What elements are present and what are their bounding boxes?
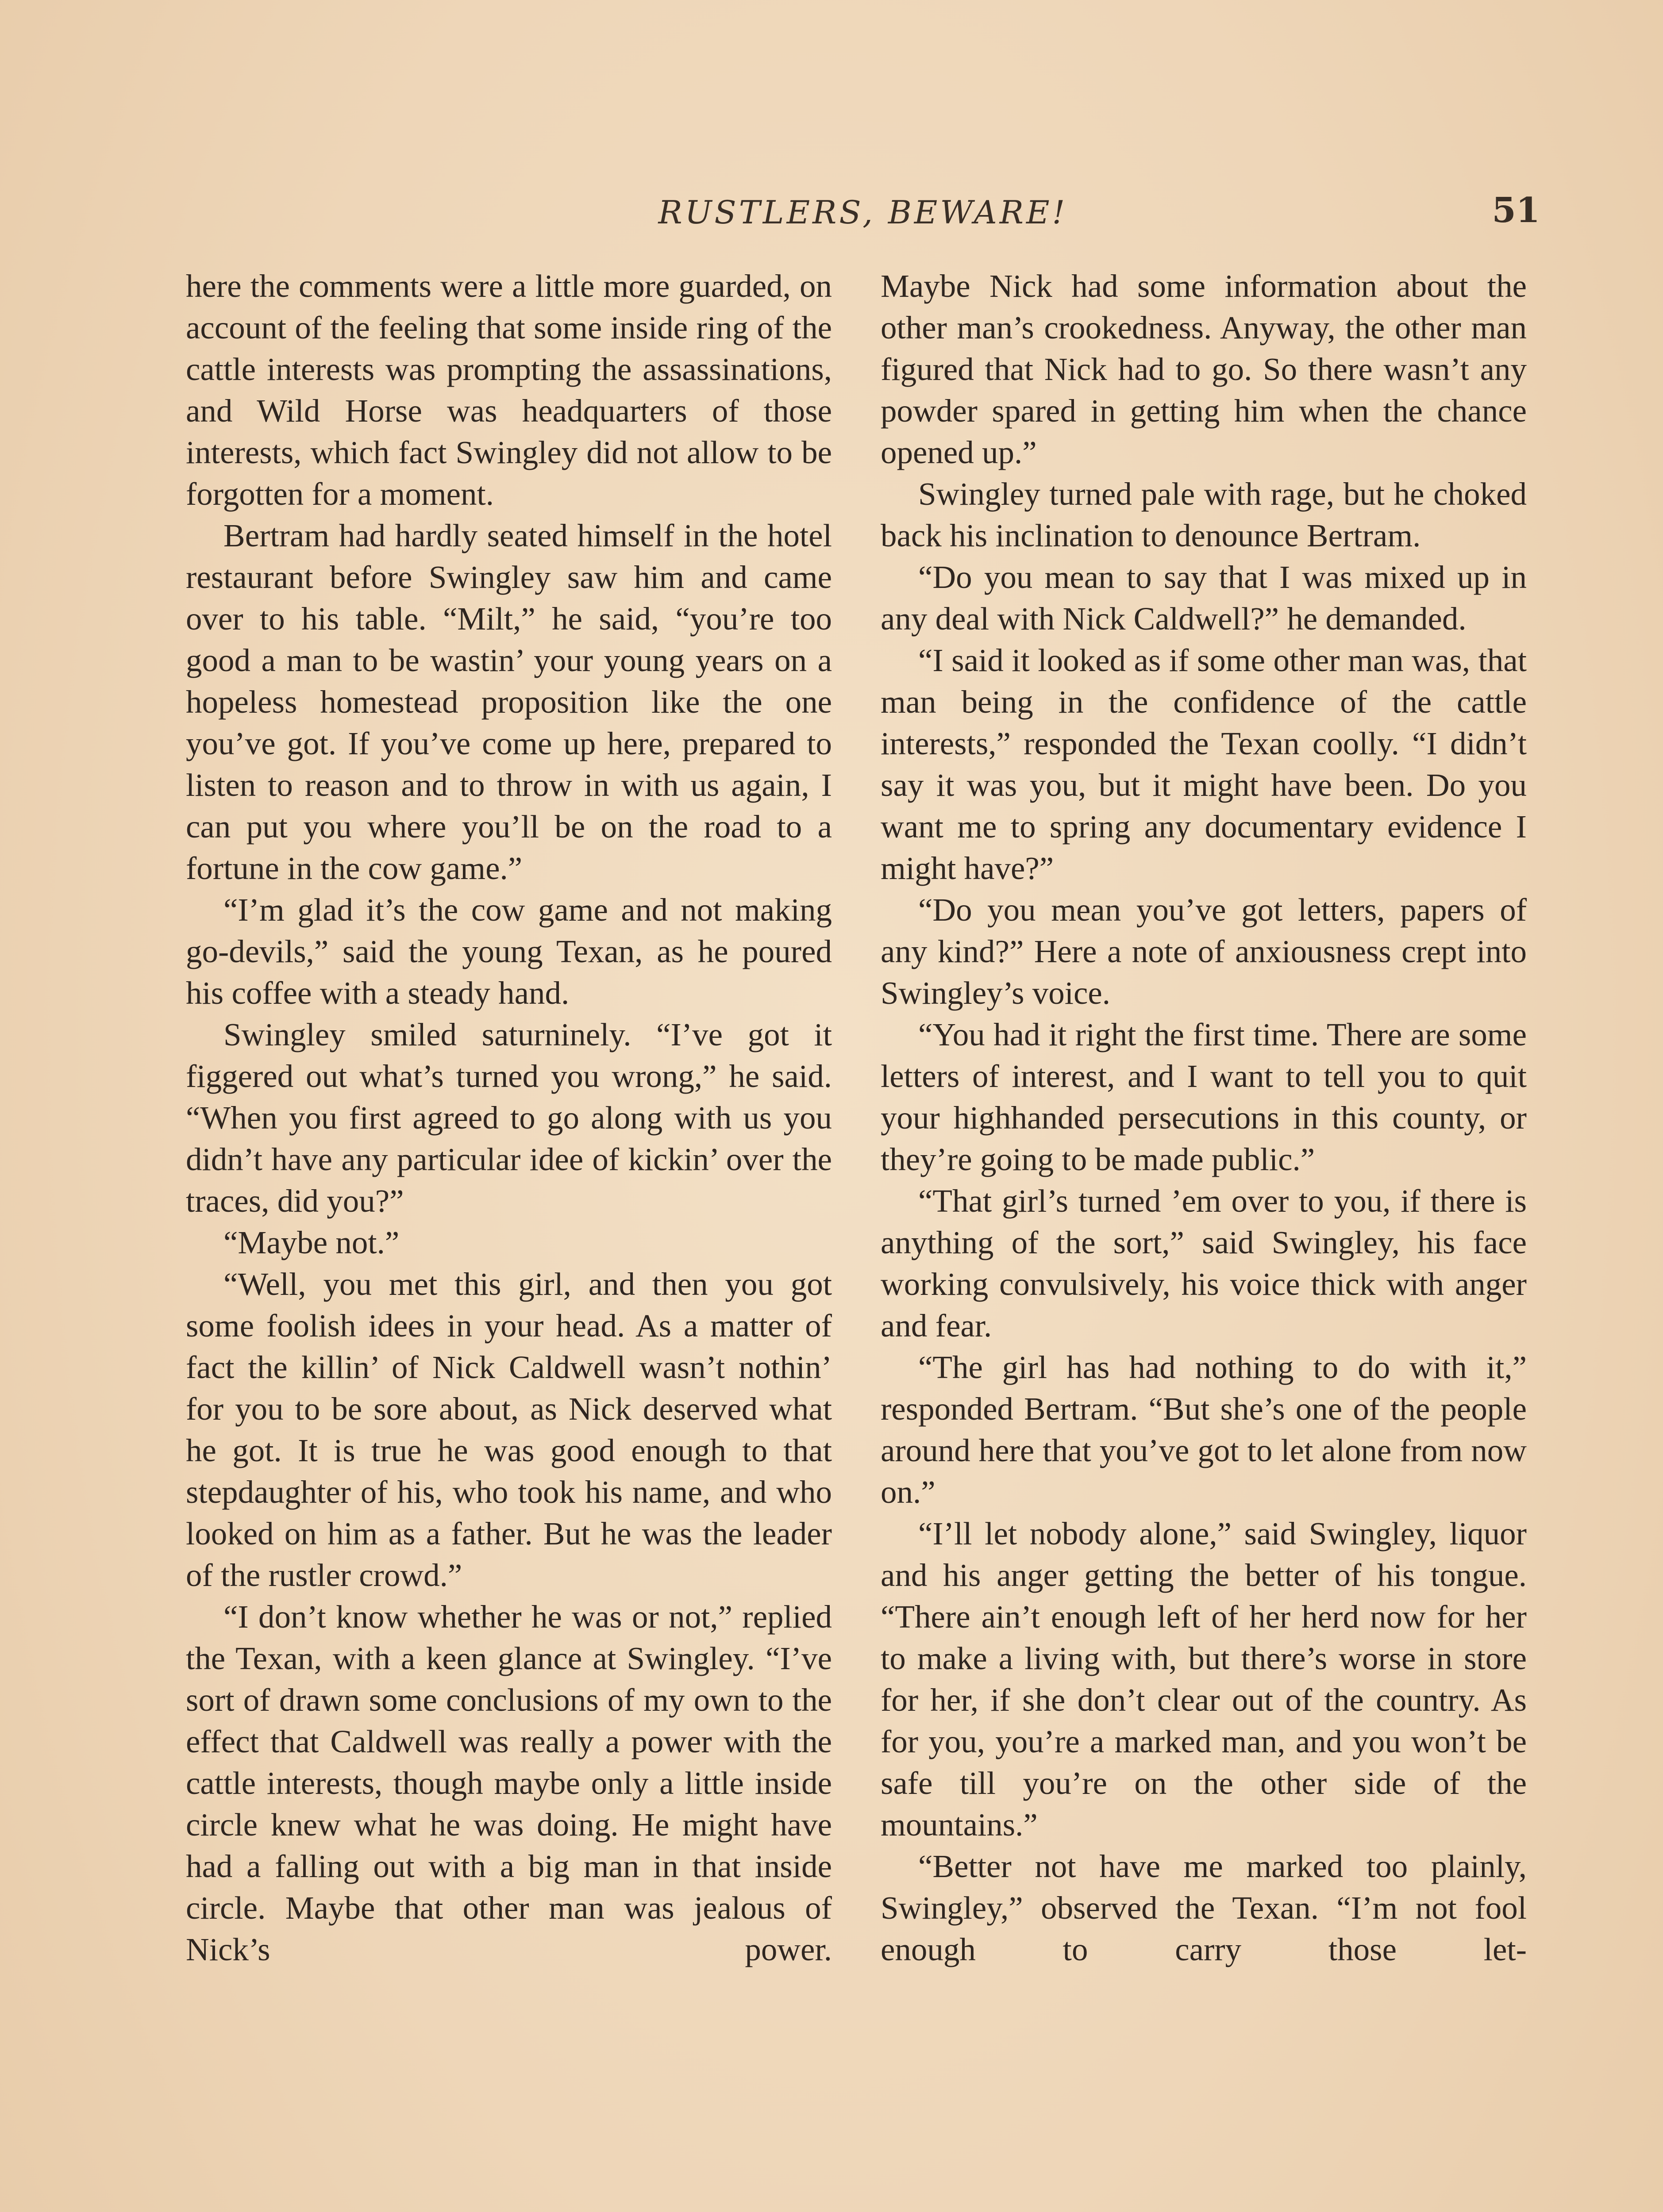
paragraph: “Do you mean you’ve got letters, papers of any kind?” Here a note of anxiousness crept into Swingley’s voice. — [881, 892, 1527, 1011]
paragraph: “I don’t know whether he was or not,” replied the Texan, with a keen glance at Swingley. “I’ve sort of drawn some conclusions of my own to the effect that Caldwell was really a power with the cattle interests, though maybe only a little inside circle knew what he was doing. He might have had a falling out with a big man in that inside circle. Maybe that other man was jealous of Nick’s power. — [186, 1599, 832, 1967]
paragraph: “Do you mean to say that I was mixed up in any deal with Nick Caldwell?” he demanded. — [881, 559, 1527, 637]
paragraph: Swingley turned pale with rage, but he choked back his inclination to denounce Bertram. — [881, 476, 1527, 553]
left-column — [186, 265, 832, 1970]
paragraph: “Better not have me marked too plainly, Swingley,” observed the Texan. “I’m not fool enough to carry those let- — [881, 1848, 1527, 1967]
paragraph: “I’ll let nobody alone,” said Swingley, liquor and his anger getting the better of his tongue. “There ain’t enough left of her herd now for her to make a living with, but there’s worse in store for her, if she don’t clear out of the country. As for you, you’re a marked man, and you won’t be safe till you’re on the other side of the mountains.” — [881, 1516, 1527, 1843]
paragraph: Swingley smiled saturninely. “I’ve got it figgered out what’s turned you wrong,” he said. “When you first agreed to go along with us you didn’t have any particular idee of kickin’ over the traces, did you?” — [186, 1017, 832, 1219]
paragraph: “I’m glad it’s the cow game and not making go-devils,” said the young Texan, as he poured his coffee with a steady hand. — [186, 892, 832, 1011]
page-header — [186, 186, 1540, 239]
right-column — [881, 265, 1527, 1970]
paragraph: here the comments were a little more guarded, on account of the feeling that some inside ring of the cattle interests was prompting the assassinations, and Wild Horse was headquarters of those interests, which fact Swingley did not allow to be forgotten for a moment. — [186, 268, 832, 512]
paragraph: Maybe Nick had some information about the other man’s crookedness. Anyway, the other man figured that Nick had to go. So there wasn’t any powder spared in getting him when the chance opened up.” — [881, 268, 1527, 470]
paragraph: “Well, you met this girl, and then you got some foolish idees in your head. As a matter of fact the killin’ of Nick Caldwell wasn’t nothin’ for you to be sore about, as Nick deserved what he got. It is true he was good enough to that stepdaughter of his, who took his name, and who looked on him as a father. But he was the leader of the rustler crowd.” — [186, 1266, 832, 1593]
paragraph: “The girl has had nothing to do with it,” responded Bertram. “But she’s one of the people around here that you’ve got to let alone from now on.” — [881, 1349, 1527, 1510]
page-number: 51 — [1492, 190, 1540, 230]
paragraph: “That girl’s turned ’em over to you, if there is anything of the sort,” said Swingley, his face working convulsively, his voice thick with anger and fear. — [881, 1183, 1527, 1344]
paragraph: “Maybe not.” — [223, 1225, 400, 1260]
paragraph: “I said it looked as if some other man was, that man being in the confidence of the cattle interests,” responded the Texan coolly. “I didn’t say it was you, but it might have been. Do you want me to spring any documentary evidence I might have?” — [881, 642, 1527, 886]
running-title: RUSTLERS, BEWARE! — [658, 194, 1068, 231]
paragraph: Bertram had hardly seated himself in the hotel restaurant before Swingley saw him and came over to his table. “Milt,” he said, “you’re too good a man to be wastin’ your young years on a hopeless homestead proposition like the one you’ve got. If you’ve come up here, prepared to listen to reason and to throw in with us again, I can put you where you’ll be on the road to a fortune in the cow game.” — [186, 518, 832, 886]
paragraph: “You had it right the first time. There are some letters of interest, and I want to tell you to quit your highhanded persecutions in this county, or they’re going to be made public.” — [881, 1017, 1527, 1177]
